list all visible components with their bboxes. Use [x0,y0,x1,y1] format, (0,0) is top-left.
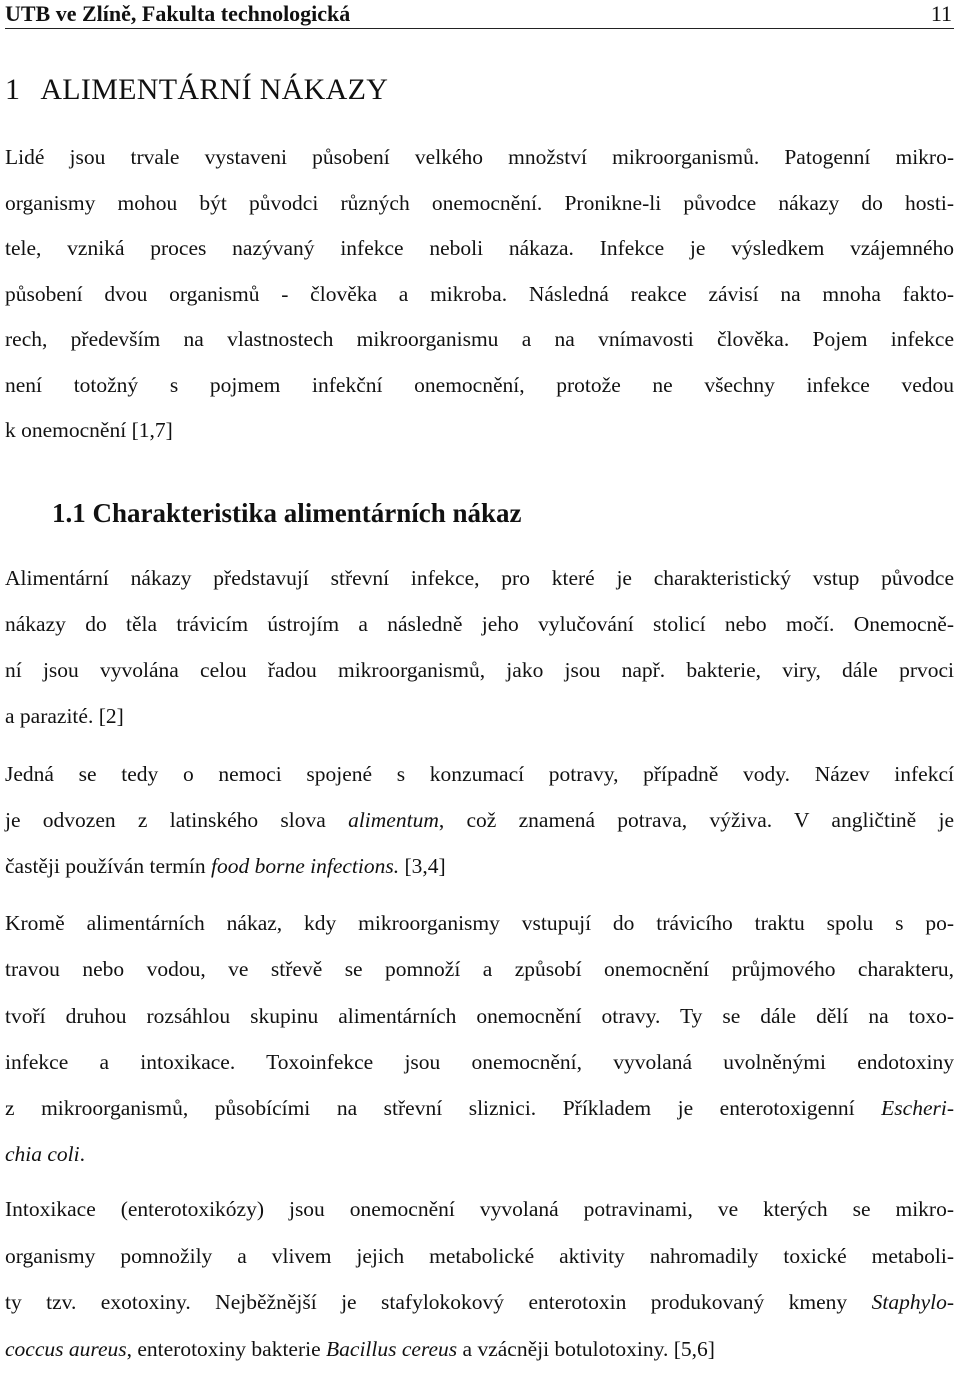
text-line: Lidé jsou trvale vystaveni působení velkého množství mikroorganismů. Patogenní mikro- [5,145,954,169]
text-line: tele, vzniká proces nazývaný infekce neboli nákaza. Infekce je výsledkem vzájemného [5,236,954,260]
text-line: z mikroorganismů, působícími na střevní sliznici. Příkladem je enterotoxigenní Escheri- [5,1096,954,1121]
text-line: chia coli. [5,1142,86,1167]
text-line: působení dvou organismů - člověka a mikroba. Následná reakce závisí na mnoha fakto- [5,281,954,306]
text-line: ty tzv. exotoxiny. Nejběžnější je stafylokokový enterotoxin produkovaný kmeny Staphylo- [5,1290,954,1315]
text-line: coccus aureus, enterotoxiny bakterie Bacillus cereus a vzácněji botulotoxiny. [5,6] [5,1337,715,1362]
english-term: food borne infections. [210,854,400,878]
text-line: není totožný s pojmem infekční onemocnění, protože ne všechny infekce vedou [5,372,954,397]
text-line: a parazité. [2] [5,704,124,728]
text-line: organismy mohou být původci různých onemocnění. Pronikne-li původce nákazy do hosti- [5,190,954,215]
text-line: organismy pomnožily a vlivem jejich metabolické aktivity nahromadily toxické metaboli- [5,1243,954,1268]
text-line: travou nebo vodou, ve střevě se pomnoží a způsobí onemocnění průjmového charakteru, [5,957,954,982]
paragraph-intro [5,135,954,454]
latin-term: alimentum [348,808,439,832]
paragraph-etymology [5,751,954,889]
page-header [5,0,954,29]
text-line: ní jsou vyvolána celou řadou mikroorganismů, jako jsou např. bakterie, viry, dále prvoci [5,658,954,682]
section-heading: 1.1 Charakteristika alimentárních nákaz [52,498,522,528]
header-institution: UTB ve Zlíně, Fakulta technologická [5,1,351,26]
text-line: nákazy do těla trávicím ústrojím a následně jeho vylučování stolicí nebo močí. Onemocně- [5,612,954,636]
species-name: Staphylo- [871,1290,954,1315]
chapter-heading [5,73,388,107]
species-name: Bacillus cereus [326,1337,458,1362]
species-name: coccus aureus [5,1337,127,1362]
text-line: častěji používán termín food borne infections. [3,4] [5,854,446,878]
text-line: k onemocnění [1,7] [5,418,173,442]
text-line: Kromě alimentárních nákaz, kdy mikroorganismy vstupují do trávicího traktu spolu s po- [5,911,954,935]
text-line: je odvozen z latinského slova alimentum, což znamená potrava, výživa. V angličtině je [5,808,955,832]
text-line: Jedná se tedy o nemoci spojené s konzumací potravy, případně vody. Název infekcí [5,762,954,786]
text-line: tvoří druhou rozsáhlou skupinu alimentárních onemocnění otravy. Ty se dále dělí na toxo- [5,1003,954,1028]
header-page-number: 11 [930,1,952,26]
text-line: Intoxikace (enterotoxikózy) jsou onemocnění vyvolaná potravinami, ve kterých se mikro- [5,1197,954,1221]
paragraph-definition [5,555,954,739]
species-name: Escheri- [881,1096,954,1121]
paragraph-poisoning [5,900,954,1178]
chapter-title: ALIMENTÁRNÍ NÁKAZY [40,73,389,106]
paragraph-intoxication [5,1186,954,1373]
text-line: infekce a intoxikace. Toxoinfekce jsou onemocnění, vyvolaná uvolněnými endotoxiny [5,1049,954,1074]
species-name: chia coli [5,1142,80,1167]
text-line: rech, především na vlastnostech mikroorganismu a na vnímavosti člověka. Pojem infekce [5,327,954,351]
chapter-number: 1 [5,73,21,106]
text-line: Alimentární nákazy představují střevní infekce, pro které je charakteristický vstup původce [5,566,954,590]
